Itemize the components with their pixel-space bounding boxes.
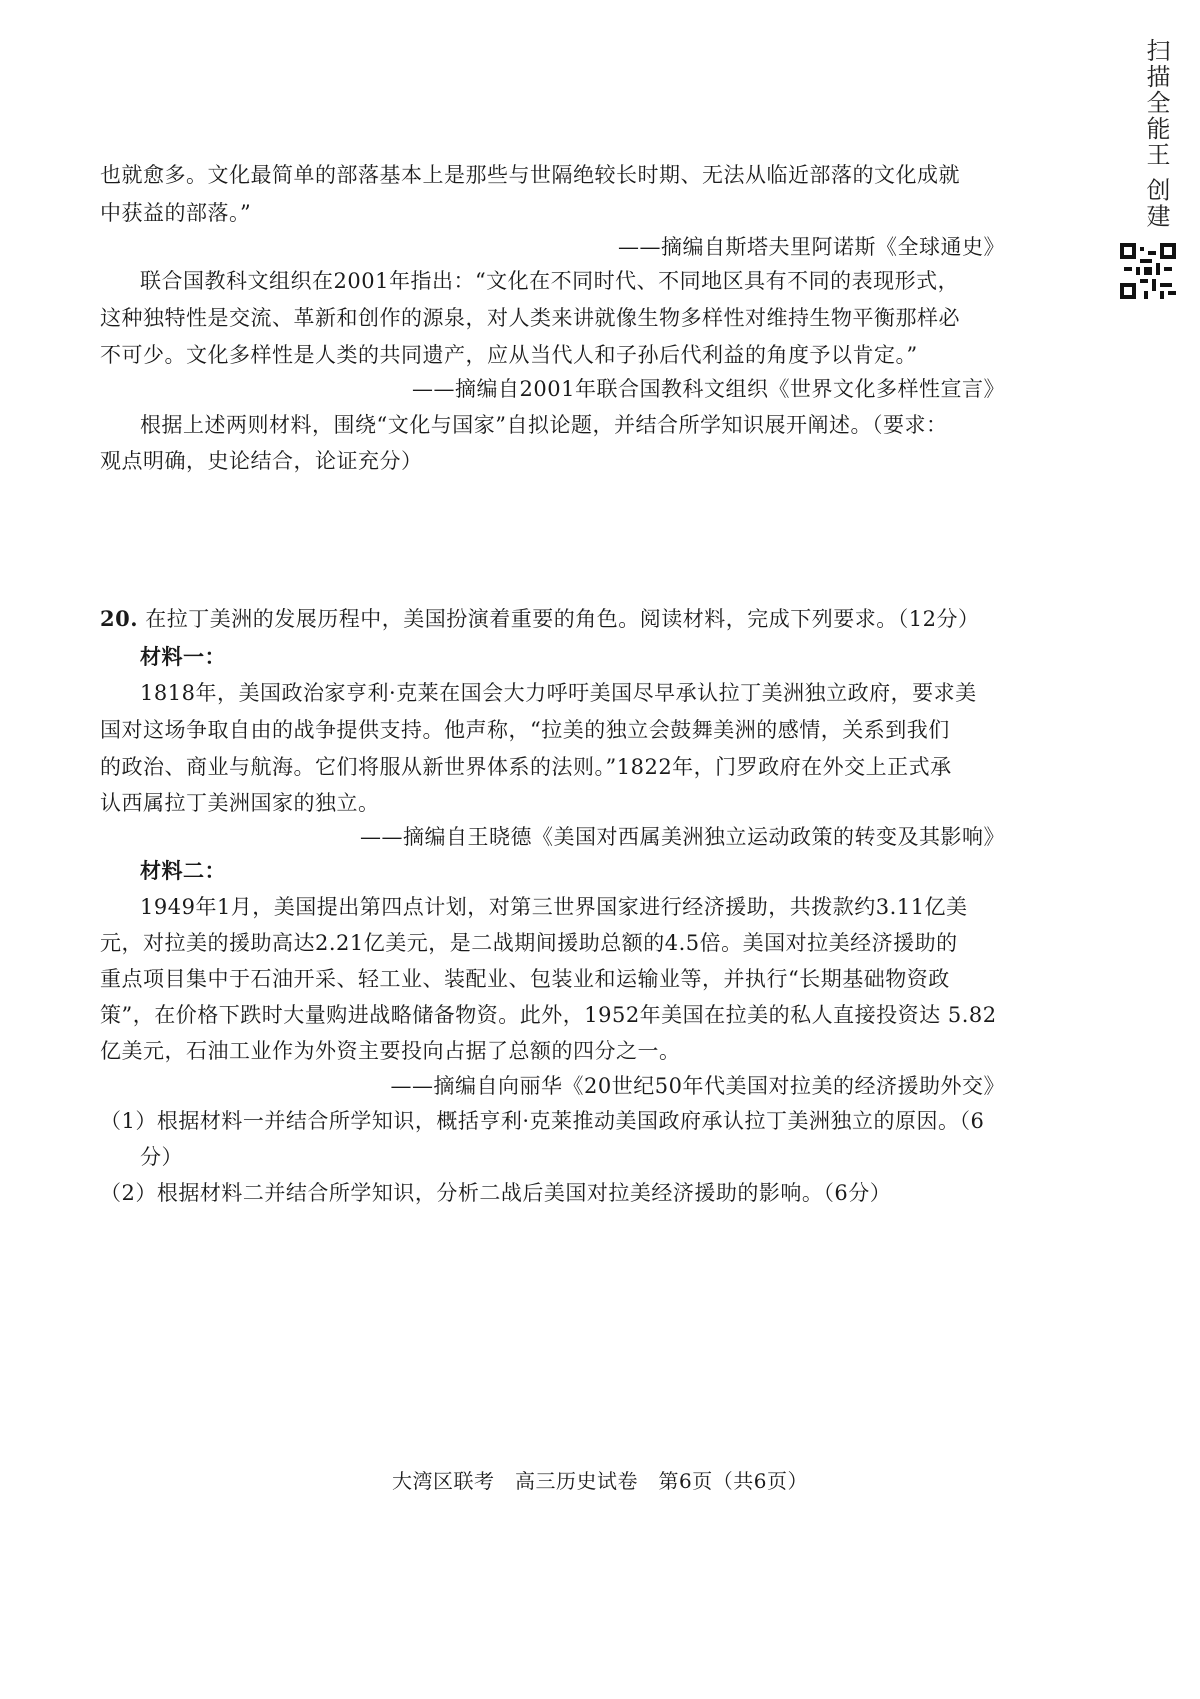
material-1-line: 的政治、商业与航海。它们将服从新世界体系的法则。”1822年，门罗政府在外交上正式承: [100, 755, 952, 779]
source-citation: ——摘编自斯塔夫里阿诺斯《全球通史》: [618, 235, 1005, 259]
material-2-line: 1949年1月，美国提出第四点计划，对第三世界国家进行经济援助，共拨款约3.11亿美: [140, 895, 968, 919]
page-footer: 大湾区联考 高三历史试卷 第6页（共6页）: [392, 1469, 808, 1493]
text-line: 联合国教科文组织在2001年指出：“文化在不同时代、不同地区具有不同的表现形式，: [140, 269, 960, 293]
material-1-label: 材料一：: [140, 644, 226, 669]
material-1-source: ——摘编自王晓德《美国对西属美洲独立运动政策的转变及其影响》: [360, 825, 1005, 849]
qr-code-icon: [1120, 243, 1176, 299]
text-line: 也就愈多。文化最简单的部落基本上是那些与世隔绝较长时期、无法从临近部落的文化成就: [100, 163, 960, 187]
material-2-line: 重点项目集中于石油开采、轻工业、装配业、包装业和运输业等，并执行“长期基础物资政: [100, 967, 950, 991]
watermark-text: 扫描全能王 创建: [1142, 38, 1170, 230]
scanner-watermark: [1116, 38, 1186, 298]
material-1-line: 1818年，美国政治家亨利·克莱在国会大力呼吁美国尽早承认拉丁美洲独立政府，要求美: [140, 681, 977, 705]
sub-question-2: （2）根据材料二并结合所学知识，分析二战后美国对拉美经济援助的影响。（6分）: [100, 1181, 892, 1205]
question-instruction: 观点明确，史论结合，论证充分）: [100, 449, 423, 473]
question-20-stem: [100, 604, 1020, 634]
material-2-line: 策”，在价格下跌时大量购进战略储备物资。此外，1952年美国在拉美的私人直接投资达 5.82: [100, 1003, 997, 1027]
material-1-line: 国对这场争取自由的战争提供支持。他声称，“拉美的独立会鼓舞美洲的感情，关系到我们: [100, 718, 950, 742]
material-1-line: 认西属拉丁美洲国家的独立。: [100, 791, 380, 815]
text-line: 这种独特性是交流、革新和创作的源泉，对人类来讲就像生物多样性对维持生物平衡那样必: [100, 306, 960, 330]
text-line: 不可少。文化多样性是人类的共同遗产，应从当代人和子孙后代利益的角度予以肯定。”: [100, 343, 918, 367]
question-number: 20.: [100, 606, 139, 631]
sub-question-1-cont: 分）: [140, 1145, 183, 1169]
material-2-label: 材料二：: [140, 858, 226, 883]
question-stem-text: 在拉丁美洲的发展历程中，美国扮演着重要的角色。阅读材料，完成下列要求。（12分）: [145, 607, 980, 631]
material-2-line: 亿美元，石油工业作为外资主要投向占据了总额的四分之一。: [100, 1039, 681, 1063]
question-instruction: 根据上述两则材料，围绕“文化与国家”自拟论题，并结合所学知识展开阐述。（要求：: [140, 413, 948, 437]
material-2-line: 元，对拉美的援助高达2.21亿美元，是二战期间援助总额的4.5倍。美国对拉美经济援助的: [100, 931, 958, 955]
source-citation: ——摘编自2001年联合国教科文组织《世界文化多样性宣言》: [412, 377, 1005, 401]
text-line: 中获益的部落。”: [100, 201, 252, 225]
material-2-source: ——摘编自向丽华《20世纪50年代美国对拉美的经济援助外交》: [390, 1074, 1005, 1098]
sub-question-1: （1）根据材料一并结合所学知识，概括亨利·克莱推动美国政府承认拉丁美洲独立的原因。（6: [100, 1109, 985, 1133]
